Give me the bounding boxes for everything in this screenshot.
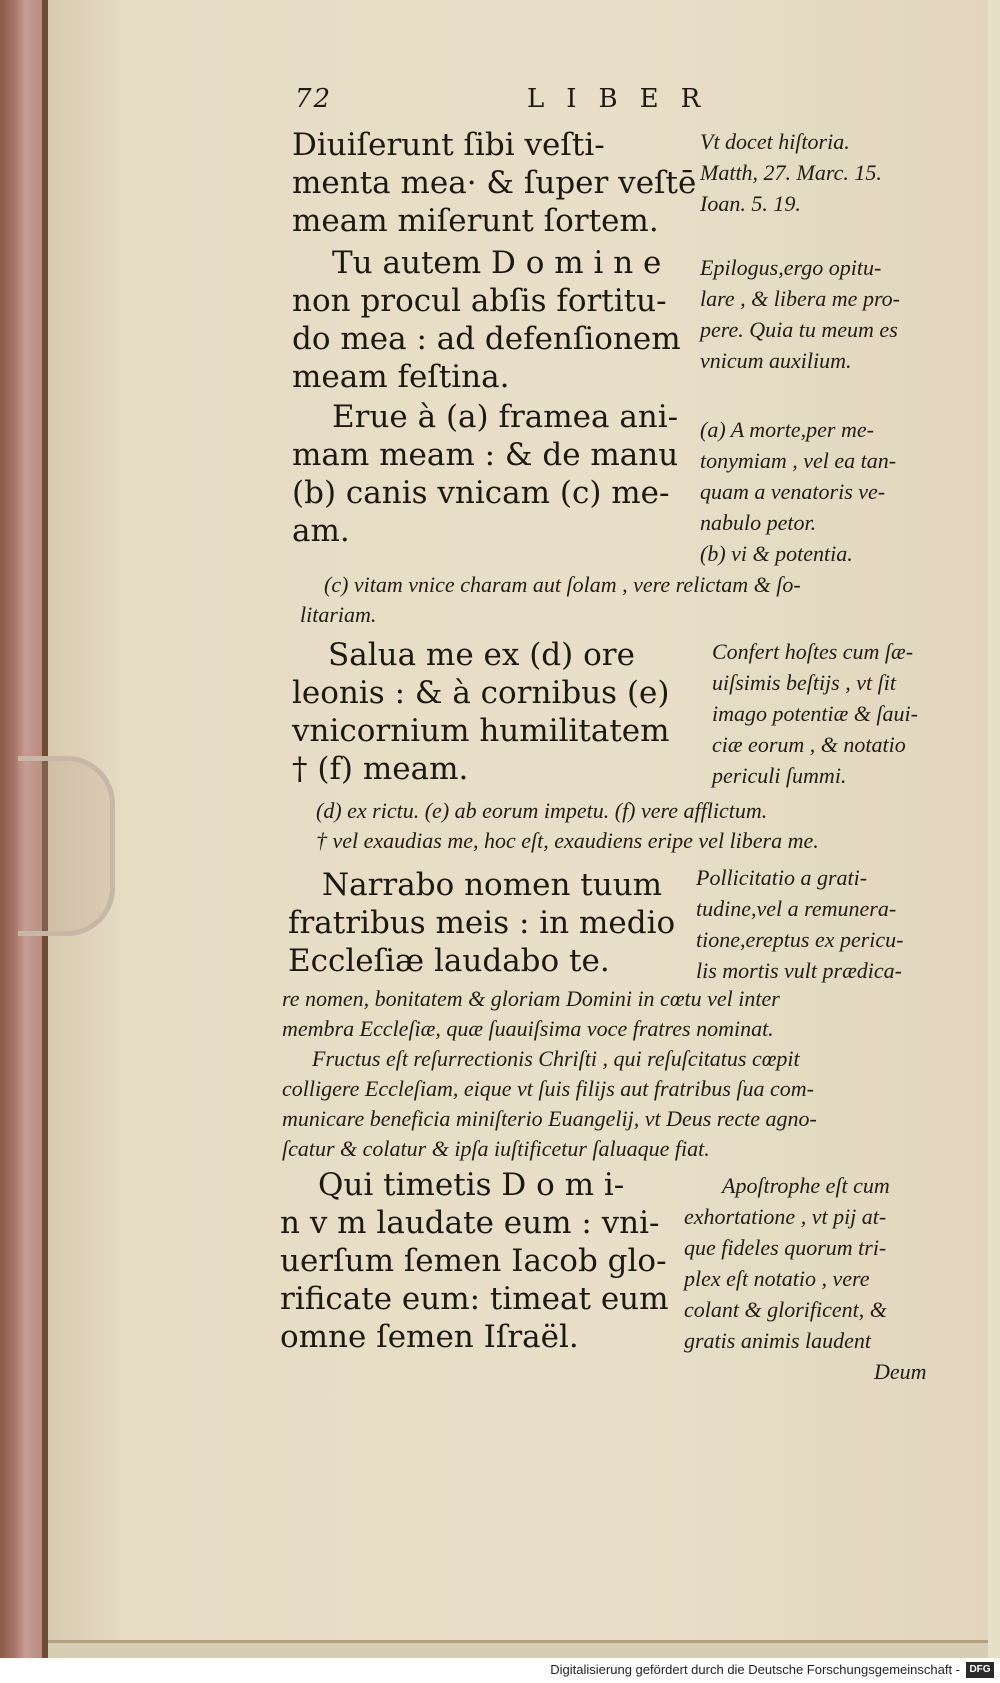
verse-line: rificate eum: timeat eum <box>280 1281 669 1317</box>
verse-line: meam feſtina. <box>292 359 510 395</box>
verse-line: omne ſemen Iſraël. <box>280 1319 579 1355</box>
gloss-block-4 <box>712 636 918 791</box>
verse-line: mam meam : & de manu <box>292 437 679 473</box>
gloss-line: Matth, 27. Marc. 15. <box>700 160 882 185</box>
running-title: LIBER <box>527 84 723 114</box>
verse-line: Erue à (a) framea ani- <box>332 399 679 435</box>
verse-line: menta mea· & ſuper veſtē <box>292 165 697 201</box>
verse-block-3 <box>292 398 678 550</box>
gloss-line: tonymiam , vel ea tan- <box>700 448 897 473</box>
gloss-line: Epilogus,ergo opitu- <box>700 255 882 280</box>
verse-line: do mea : ad defenſionem <box>292 321 681 357</box>
verse-line: (b) canis vnicam (c) me- <box>292 475 670 511</box>
gloss-block-6 <box>684 1170 927 1387</box>
gloss-line: periculi ſummi. <box>712 763 847 788</box>
note-block-3 <box>282 984 817 1164</box>
page-edge <box>988 0 1000 1658</box>
note-line: colligere Eccleſiam, eique vt ſuis filijs aut fratribus ſua com- <box>282 1076 814 1101</box>
note-line: litariam. <box>300 602 377 627</box>
gloss-line: colant & glorificent, & <box>684 1297 887 1322</box>
gloss-line: (a) A morte,per me- <box>700 417 874 442</box>
gloss-line: lis mortis vult prædica- <box>696 958 902 983</box>
gloss-line: lare , & libera me pro- <box>700 286 901 311</box>
gloss-line: (b) vi & potentia. <box>700 541 853 566</box>
gloss-line: Confert hoſtes cum ſæ- <box>712 639 914 664</box>
gloss-block-2 <box>700 252 900 376</box>
verse-line: Tu autem D o m i n e <box>332 245 662 281</box>
dfg-logo: DFG <box>966 1662 994 1678</box>
note-line: re nomen, bonitatem & gloriam Domini in cœtu vel inter <box>282 986 780 1011</box>
verse-line: non procul abſis fortitu- <box>292 283 667 319</box>
note-line: membra Eccleſiæ, quæ ſuauiſsima voce fratres nominat. <box>282 1016 774 1041</box>
gloss-line: nabulo petor. <box>700 510 817 535</box>
note-block-2 <box>316 796 819 856</box>
note-line: ſcatur & colatur & ipſa iuſtificetur ſaluaque fiat. <box>282 1136 710 1161</box>
gloss-line: tudine,vel a remunera- <box>696 896 897 921</box>
verse-block-4 <box>292 636 670 788</box>
verse-line: vnicornium humilitatem <box>292 713 670 749</box>
verse-line: † (f) meam. <box>292 751 469 787</box>
book-clasp <box>18 756 115 936</box>
note-line: (d) ex rictu. (e) ab eorum impetu. (f) vere afflictum. <box>316 798 768 823</box>
gloss-line: Apoſtrophe eſt cum <box>722 1173 890 1198</box>
gloss-line: gratis animis laudent <box>684 1328 872 1353</box>
gloss-line: Deum <box>874 1359 927 1384</box>
gloss-line: exhortatione , vt pij at- <box>684 1204 887 1229</box>
note-line: (c) vitam vnice charam aut ſolam , vere relictam & ſo- <box>324 572 801 597</box>
gloss-line: que fideles quorum tri- <box>684 1235 887 1260</box>
verse-line: leonis : & à cornibus (e) <box>292 675 670 711</box>
verse-line: n v m laudate eum : vni- <box>280 1205 660 1241</box>
verse-line: Qui timetis D o m i- <box>318 1167 625 1203</box>
gloss-block-5 <box>696 862 904 986</box>
verse-line: Diuiſerunt ſibi veſti- <box>292 127 605 163</box>
digitization-footer <box>0 1658 1000 1683</box>
gloss-line: uiſsimis beſtijs , vt ſit <box>712 670 896 695</box>
verse-block-1 <box>292 126 696 240</box>
gloss-block-1 <box>700 126 882 219</box>
gloss-line: plex eſt notatio , vere <box>684 1266 870 1291</box>
gloss-line: ciæ eorum , & notatio <box>712 732 906 757</box>
verse-block-5 <box>288 866 675 980</box>
page-number: 72 <box>295 84 333 114</box>
gloss-line: Vt docet hiſtoria. <box>700 129 850 154</box>
gloss-line: quam a venatoris ve- <box>700 479 886 504</box>
gloss-block-3 <box>700 414 896 569</box>
gloss-line: Ioan. 5. 19. <box>700 191 801 216</box>
footer-text: Digitalisierung gefördert durch die Deutsche Forschungsgemeinschaft - <box>550 1662 960 1677</box>
verse-line: uerſum ſemen Iacob glo- <box>280 1243 667 1279</box>
verse-block-6 <box>280 1166 669 1356</box>
verse-block-2 <box>292 244 681 396</box>
verse-line: fratribus meis : in medio <box>288 905 676 941</box>
verse-line: meam miſerunt ſortem. <box>292 203 659 239</box>
verse-line: Narrabo nomen tuum <box>322 867 663 903</box>
note-line: municare beneficia miniſterio Euangelij, vt Deus recte agno- <box>282 1106 817 1131</box>
note-line: † vel exaudias me, hoc eſt, exaudiens eripe vel libera me. <box>316 828 819 853</box>
gloss-line: tione,ereptus ex pericu- <box>696 927 904 952</box>
note-line: Fructus eſt reſurrectionis Chriſti , qui reſuſcitatus cœpit <box>312 1046 800 1071</box>
gloss-line: vnicum auxilium. <box>700 348 852 373</box>
verse-line: Salua me ex (d) ore <box>328 637 635 673</box>
gloss-line: pere. Quia tu meum es <box>700 317 898 342</box>
verse-line: Eccleſiæ laudabo te. <box>288 943 610 979</box>
note-block-1 <box>300 570 801 630</box>
verse-line: am. <box>292 513 350 549</box>
page-header <box>295 84 775 122</box>
gloss-line: Pollicitatio a grati- <box>696 865 868 890</box>
gloss-line: imago potentiæ & ſaui- <box>712 701 918 726</box>
